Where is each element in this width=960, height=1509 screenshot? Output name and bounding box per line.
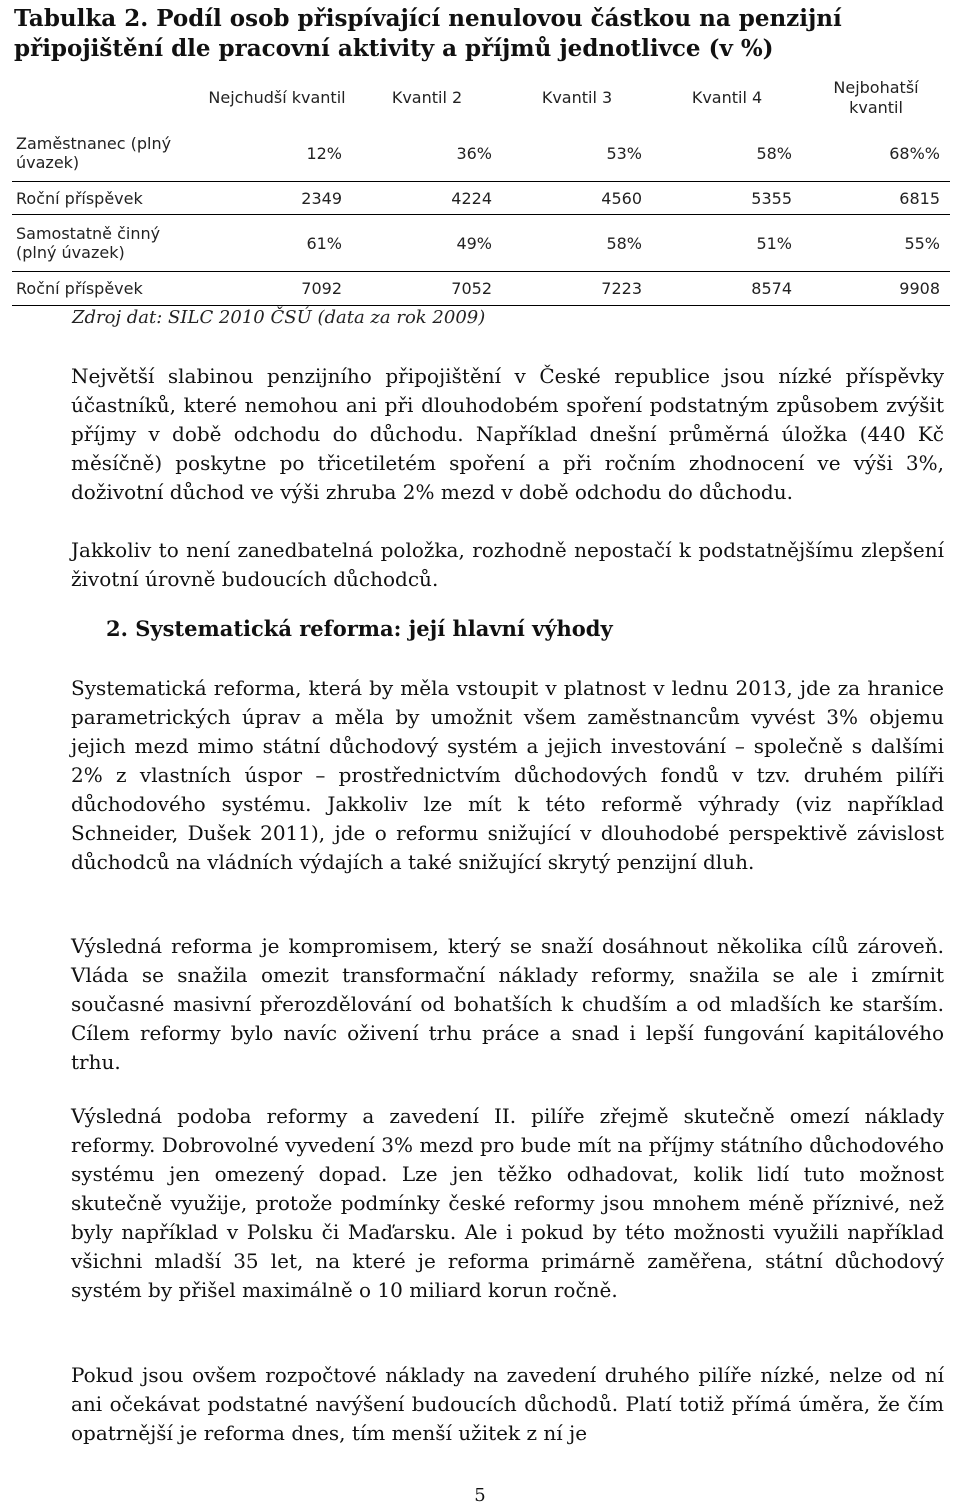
table-cell: 36%	[352, 125, 502, 182]
page-number: 5	[474, 1485, 486, 1506]
table-cell: 9908	[802, 272, 950, 306]
table-caption: Tabulka 2. Podíl osob přispívající nenulovou částkou na penzijní připojištění dle pracovní aktivity a příjmů jednotlivce (v %)	[14, 5, 842, 62]
table-cell: 58%	[502, 215, 652, 272]
table-cell: 58%	[652, 125, 802, 182]
paragraph: Pokud jsou ovšem rozpočtové náklady na zavedení druhého pilíře nízké, nelze od ní ani očekávat podstatné navýšení budoucích důchodů. Platí totiž přímá úměra, že čím opatrnější je reforma dnes, tím menší užitek z ní je	[71, 1363, 944, 1445]
column-header: Kvantil 3	[541, 88, 613, 107]
paragraph: Jakkoliv to není zanedbatelná položka, rozhodně nepostačí k podstatnějšímu zlepšení životní úrovně budoucích důchodců.	[71, 538, 944, 591]
table-row	[12, 215, 950, 272]
column-header: Kvantil 4	[691, 88, 763, 107]
table-cell: 7052	[352, 272, 502, 306]
table-cell: 49%	[352, 215, 502, 272]
table-cell: 7223	[502, 272, 652, 306]
row-label: Roční příspěvek	[12, 182, 202, 215]
row-label: Roční příspěvek	[12, 272, 202, 306]
table-cell: 61%	[202, 215, 352, 272]
table-cell: 2349	[202, 182, 352, 215]
table-cell: 53%	[502, 125, 652, 182]
table-cell: 51%	[652, 215, 802, 272]
table-cell: 6815	[802, 182, 950, 215]
table-row	[12, 182, 950, 215]
contribution-table	[12, 71, 950, 306]
table-cell: 4224	[352, 182, 502, 215]
column-header: Nejchudší kvantil	[208, 88, 346, 107]
table-cell: 7092	[202, 272, 352, 306]
paragraph: Výsledná reforma je kompromisem, který se snaží dosáhnout několika cílů zároveň. Vláda se snažila omezit transformační náklady reformy, snažila se ale i zmírnit současné masivní přerozdělování od bohatších k chudším a od mladších ke starším. Cílem reformy bylo navíc oživení trhu práce a snad i lepší fungování kapitálového trhu.	[71, 934, 944, 1074]
table-cell: 68%%	[802, 125, 950, 182]
table-row	[12, 125, 950, 182]
table-cell: 8574	[652, 272, 802, 306]
row-label: Samostatně činný (plný úvazek)	[12, 215, 202, 272]
row-label: Zaměstnanec (plný úvazek)	[12, 125, 202, 182]
table-source-note: Zdroj dat: SILC 2010 ČSÚ (data za rok 2009)	[72, 307, 486, 328]
section-heading: 2. Systematická reforma: její hlavní výhody	[106, 616, 613, 641]
table-header-row	[12, 71, 950, 125]
table-cell: 12%	[202, 125, 352, 182]
paragraph: Systematická reforma, která by měla vstoupit v platnost v lednu 2013, jde za hranice parametrických úprav a měla by umožnit všem zaměstnancům vyvést 3% objemu jejich mezd mimo státní důchodový systém a jejich investování – společně s dalšími 2% z vlastních úspor – prostřednictvím důchodových fondů v tzv. druhém pilíři důchodového systému. Jakkoliv lze mít k této reformě výhrady (viz například Schneider, Dušek 2011), jde o reformu snižující v dlouhodobé perspektivě závislost důchodců na vládních výdajích a také snižující skrytý penzijní dluh.	[71, 676, 944, 874]
paragraph: Největší slabinou penzijního připojištění v České republice jsou nízké příspěvky účastníků, které nemohou ani při dlouhodobém spoření podstatným způsobem zvýšit příjmy v době odchodu do důchodu. Například dnešní průměrná úložka (440 Kč měsíčně) poskytne po třicetiletém spoření a při ročním zhodnocení ve výši 3%, doživotní důchod ve výši zhruba 2% mezd v době odchodu do důchodu.	[71, 364, 944, 504]
paragraph: Výsledná podoba reformy a zavedení II. pilíře zřejmě skutečně omezí náklady reformy. Dobrovolné vyvedení 3% mezd pro bude mít na příjmy státního důchodového systému jen omezený dopad. Lze jen těžko odhadovat, kolik lidí tuto možnost skutečně využije, protože podmínky české reformy jsou mnohem méně příznivé, než byly například v Polsku či Maďarsku. Ale i pokud by této možnosti využili například všichni mladší 35 let, na které je reforma primárně zaměřena, státní důchodový systém by přišel maximálně o 10 miliard korun ročně.	[71, 1104, 944, 1302]
table-cell: 4560	[502, 182, 652, 215]
column-header: Nejbohatší kvantil	[833, 78, 919, 117]
table-cell: 55%	[802, 215, 950, 272]
column-header: Kvantil 2	[391, 88, 463, 107]
table-row	[12, 272, 950, 306]
table-cell: 5355	[652, 182, 802, 215]
